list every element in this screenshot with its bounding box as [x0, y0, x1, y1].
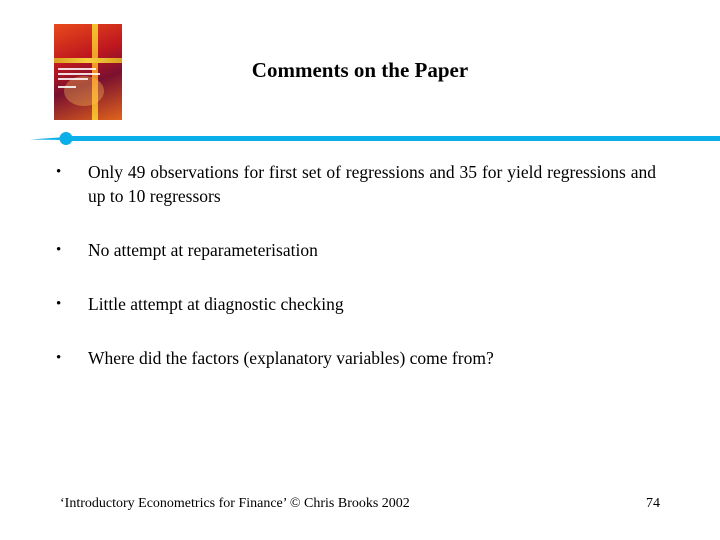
bullet-item: [56, 346, 656, 370]
bullet-marker: •: [56, 242, 62, 258]
divider-bar: [66, 136, 720, 141]
footer-citation: ‘Introductory Econometrics for Finance’ © Chris Brooks 2002: [60, 496, 410, 511]
bullet-marker: •: [56, 296, 62, 312]
bullet-item: [56, 160, 656, 208]
divider-knob: [60, 132, 73, 145]
bullet-marker: •: [56, 350, 62, 366]
bullet-text: No attempt at reparameterisation: [88, 240, 318, 260]
header-divider-rule: [0, 130, 720, 154]
bullet-item: [56, 292, 656, 316]
bullet-marker: •: [56, 164, 62, 180]
bullet-text: Only 49 observations for first set of regressions and 35 for yield regressions and up to 10 regressors: [88, 162, 656, 206]
page-number: 74: [646, 496, 660, 511]
slide-title: Comments on the Paper: [251, 58, 469, 82]
bullet-item: [56, 238, 656, 262]
bullet-text: Little attempt at diagnostic checking: [88, 294, 344, 314]
bullet-list: [56, 160, 656, 370]
bullet-text: Where did the factors (explanatory variables) come from?: [88, 348, 494, 368]
